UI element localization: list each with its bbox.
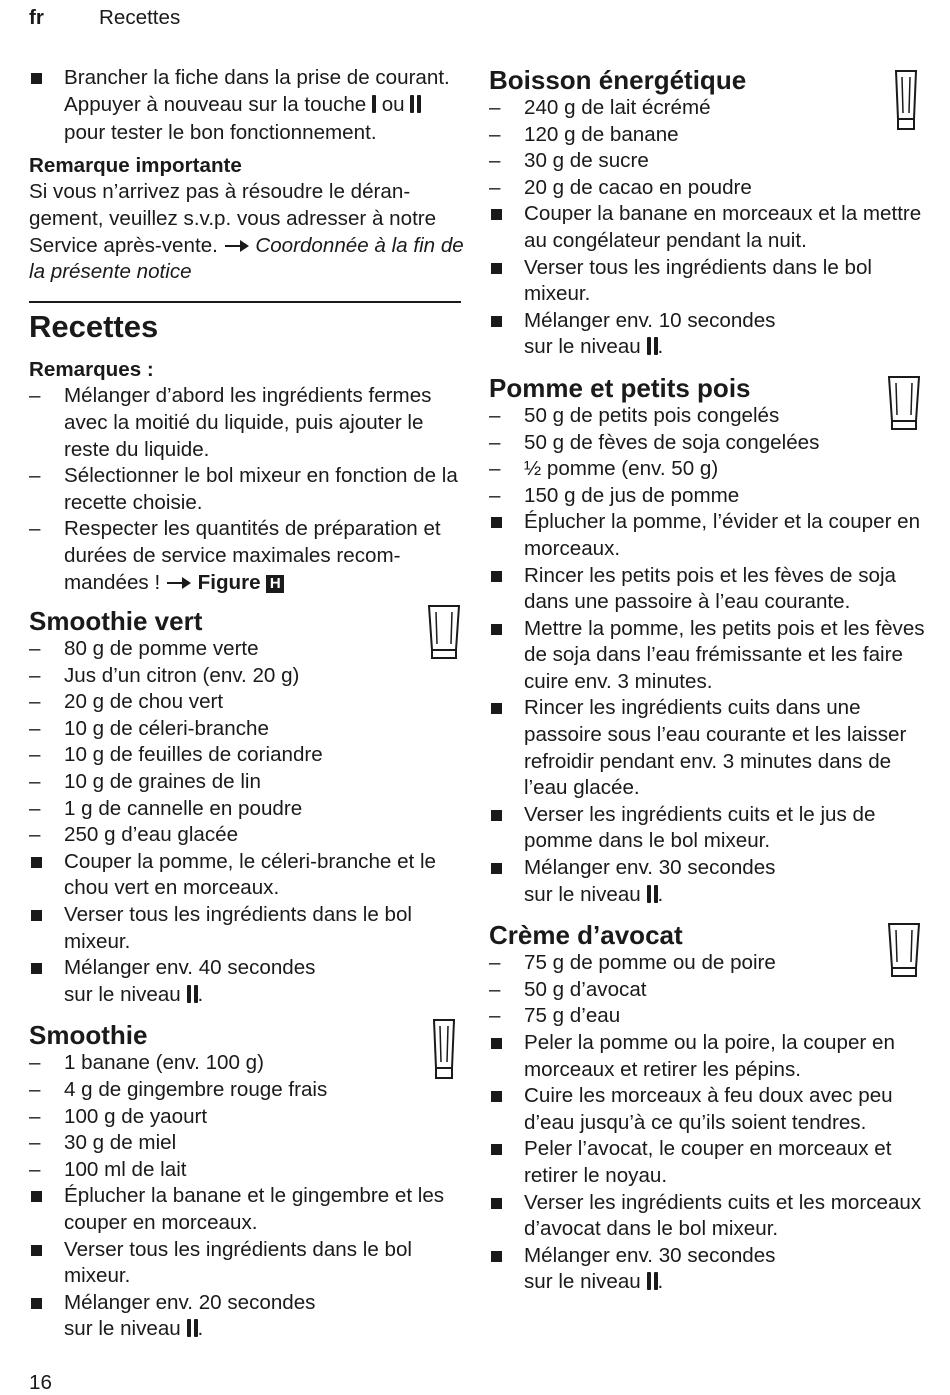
step-item: Verser tous les ingrédients dans le bol mixeur. — [29, 902, 464, 955]
ingredient-item: – Jus d’un citron (env. 20 g) — [29, 663, 300, 687]
square-bullet-icon — [491, 1144, 502, 1155]
intro-step: Brancher la fiche dans la prise de courant. Appuyer à nouveau sur la touche ou pour tester le bon fonctionnement. — [29, 65, 464, 147]
steps-list — [489, 1030, 929, 1298]
recipe-title-smoothie-vert: Smoothie vert — [29, 606, 464, 636]
square-bullet-icon — [491, 316, 502, 327]
arrow-right-icon — [224, 239, 250, 253]
square-bullet-icon — [491, 571, 502, 582]
recipe-title-avocat: Crème d’avocat — [489, 920, 929, 950]
ingredient-item: – 150 g de jus de pomme — [489, 483, 740, 507]
ingredient-item: – 120 g de banane — [489, 122, 679, 146]
square-bullet-icon — [31, 910, 42, 921]
ingredient-item: – 10 g de graines de lin — [29, 770, 261, 794]
remark-item: – Mélanger d’abord les ingrédients fermes avec la moitié du liquide, puis ajouter le reste du liquide. — [29, 384, 432, 461]
square-bullet-icon — [491, 624, 502, 635]
ingredient-item: – 10 g de céleri-branche — [29, 716, 269, 740]
ingredients-list — [29, 1050, 464, 1183]
figure-letter-badge: H — [266, 575, 284, 593]
ingredient-item: – 20 g de cacao en poudre — [489, 175, 752, 199]
ingredients-list — [489, 95, 929, 201]
steps-list — [489, 509, 929, 910]
recipe-title-smoothie: Smoothie — [29, 1020, 464, 1050]
square-bullet-icon — [491, 863, 502, 874]
square-bullet-icon — [31, 1245, 42, 1256]
remarks-list — [29, 383, 464, 596]
step-item: Cuire les morceaux à feu doux avec peu d’eau jusqu’à ce qu’ils soient tendres. — [489, 1083, 929, 1136]
ingredient-item: – 10 g de feuilles de coriandre — [29, 743, 323, 767]
section-title: Recettes — [99, 6, 181, 29]
ingredient-item: – 50 g de petits pois congelés — [489, 403, 780, 427]
step-item: Verser tous les ingrédients dans le bol mixeur. — [489, 255, 929, 308]
ingredients-list — [489, 950, 929, 1030]
square-bullet-icon — [491, 209, 502, 220]
ingredient-item: – 1 g de cannelle en poudre — [29, 796, 303, 820]
steps-list — [29, 1183, 464, 1345]
important-note-title: Remarque importante — [29, 153, 242, 177]
remark-item: – Respecter les quantités de préparation et durées de service maximales recommandées ! Figure H — [29, 517, 441, 594]
square-bullet-icon — [491, 1198, 502, 1209]
right-column — [489, 65, 929, 1298]
ingredient-item: – ½ pomme (env. 50 g) — [489, 457, 719, 481]
step-item: Verser tous les ingrédients dans le bol mixeur. — [29, 1237, 464, 1290]
left-column — [29, 65, 464, 1345]
step-item: Mélanger env. 10 secondes sur le niveau . — [489, 308, 929, 363]
level-2-icon — [410, 94, 421, 121]
step-item: Couper la banane en morceaux et la mettre au congélateur pendant la nuit. — [489, 201, 929, 254]
square-bullet-icon — [31, 963, 42, 974]
recipe-title-boisson: Boisson énergétique — [489, 65, 929, 95]
ingredients-list — [29, 636, 464, 849]
square-bullet-icon — [31, 1191, 42, 1202]
remarks-title: Remarques : — [29, 357, 154, 381]
step-item: Mélanger env. 40 secondes sur le niveau . — [29, 955, 464, 1010]
square-bullet-icon — [491, 1251, 502, 1262]
level-1-icon — [372, 94, 376, 121]
step-item: Rincer les ingrédients cuits dans une passoire sous l’eau courante et les laisser refroidir pendant env. 3 minutes dans de l’eau glacée. — [489, 695, 929, 801]
step-item: Verser les ingrédients cuits et les morceaux d’avocat dans le bol mixeur. — [489, 1190, 929, 1243]
ingredient-item: – 240 g de lait écrémé — [489, 96, 711, 119]
ingredient-item: – 50 g d’avocat — [489, 977, 647, 1001]
square-bullet-icon — [31, 857, 42, 868]
ingredient-item: – 75 g de pomme ou de poire — [489, 951, 776, 975]
step-item: Mettre la pomme, les petits pois et les fèves de soja dans l’eau frémissante et les faire cuire env. 3 minutes. — [489, 616, 929, 696]
step-item: Couper la pomme, le céleri-branche et le chou vert en morceaux. — [29, 849, 464, 902]
level-2-icon — [647, 1271, 658, 1298]
square-bullet-icon — [31, 1298, 42, 1309]
important-note-text: Si vous n’arrivez pas à résoudre le dérangement, veuillez s.v.p. vous adresser à notre Service après-vente. Coordonnée à la fin de la présente notice — [29, 180, 464, 284]
arrow-right-icon — [166, 576, 192, 590]
step-item: Verser les ingrédients cuits et le jus de pomme dans le bol mixeur. — [489, 802, 929, 855]
steps-list — [489, 201, 929, 363]
page-number: 16 — [29, 1371, 52, 1394]
ingredient-item: – 30 g de miel — [29, 1131, 177, 1155]
ingredient-item: – 75 g d’eau — [489, 1004, 621, 1028]
ingredient-item: – 100 ml de lait — [29, 1157, 187, 1181]
recipe-title-pomme: Pomme et petits pois — [489, 373, 929, 403]
square-bullet-icon — [491, 703, 502, 714]
ingredient-item: – 250 g d’eau glacée — [29, 823, 239, 847]
square-bullet-icon — [491, 1091, 502, 1102]
step-item: Rincer les petits pois et les fèves de soja dans une passoire à l’eau courante. — [489, 563, 929, 616]
ingredient-item: – 4 g de gingembre rouge frais — [29, 1078, 328, 1101]
ingredient-item: – 20 g de chou vert — [29, 690, 224, 714]
level-2-icon — [647, 884, 658, 911]
square-bullet-icon — [491, 810, 502, 821]
step-item: Peler l’avocat, le couper en morceaux et retirer le noyau. — [489, 1136, 929, 1189]
level-2-icon — [647, 336, 658, 363]
ingredient-item: – 80 g de pomme verte — [29, 637, 259, 661]
step-item: Mélanger env. 30 secondes sur le niveau . — [489, 1243, 929, 1298]
square-bullet-icon — [491, 1038, 502, 1049]
language-code: fr — [29, 6, 44, 29]
level-2-icon — [187, 1318, 198, 1345]
contact-reference: Coordonnée à la fin de la présente notice — [29, 233, 464, 284]
step-item: Éplucher la pomme, l’évider et la couper en morceaux. — [489, 509, 929, 562]
ingredients-list — [489, 403, 929, 509]
ingredient-item: – 30 g de sucre — [489, 149, 649, 173]
square-bullet-icon — [491, 263, 502, 274]
square-bullet-icon — [491, 517, 502, 528]
ingredient-item: – 50 g de fèves de soja congelées — [489, 430, 820, 454]
recettes-title: Recettes — [29, 308, 159, 344]
square-bullet-icon — [31, 73, 42, 84]
step-item: Éplucher la banane et le gingembre et les couper en morceaux. — [29, 1183, 464, 1236]
figure-reference: Figure — [197, 570, 261, 594]
steps-list — [29, 849, 464, 1011]
remark-item: – Sélectionner le bol mixeur en fonction de la recette choisie. — [29, 464, 458, 514]
level-2-icon — [187, 984, 198, 1011]
ingredient-item: – 1 banane (env. 100 g) — [29, 1051, 264, 1075]
step-item: Mélanger env. 30 secondes sur le niveau . — [489, 855, 929, 910]
ingredient-item: – 100 g de yaourt — [29, 1104, 208, 1128]
step-item: Mélanger env. 20 secondes sur le niveau . — [29, 1290, 464, 1345]
section-divider — [29, 301, 461, 303]
step-item: Peler la pomme ou la poire, la couper en morceaux et retirer les pépins. — [489, 1030, 929, 1083]
